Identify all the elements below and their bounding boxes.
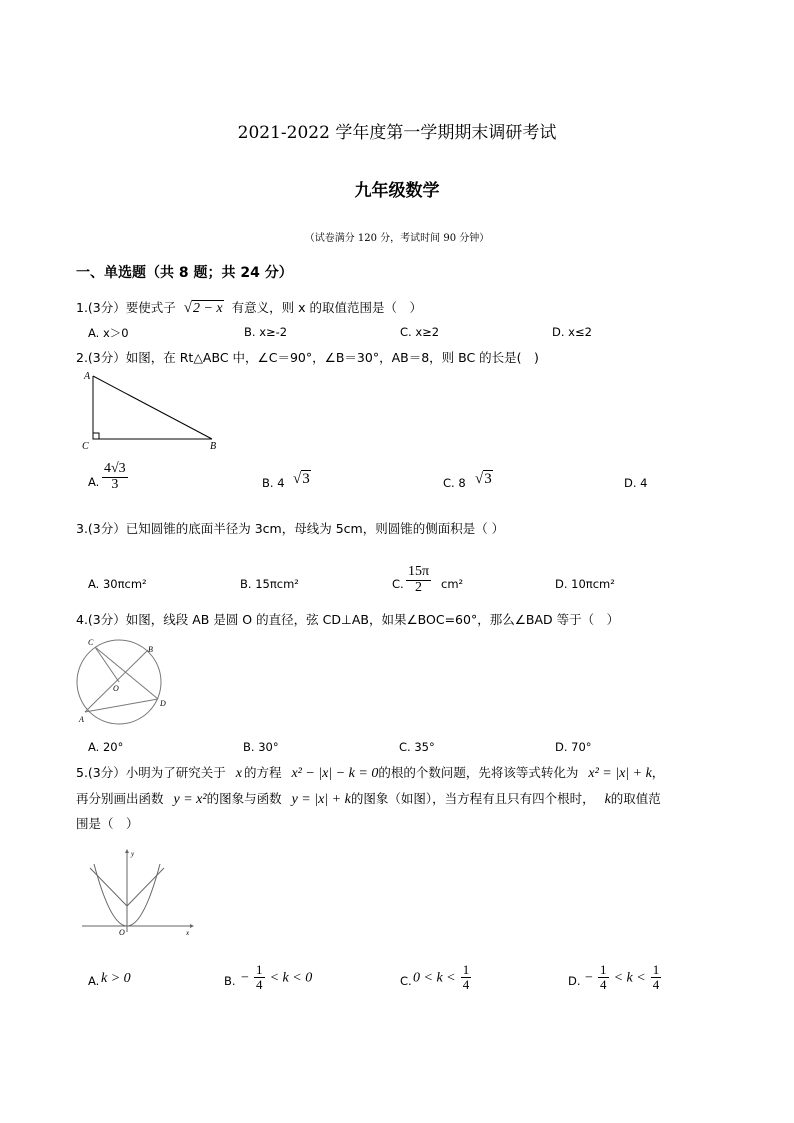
q2-a-denominator: 3 (111, 476, 119, 492)
label-b: B (148, 645, 153, 654)
q5-equation-4: y = |x| + k (291, 792, 351, 807)
q3-c-numerator: 15π (408, 564, 430, 579)
q2-option-a-fraction (102, 462, 128, 492)
question-3: 3.(3分）已知圆锥的底面半径为 3cm，母线为 5cm，则圆锥的侧面积是（ ） (76, 521, 505, 536)
label-a: A (84, 371, 91, 382)
right-angle-mark (93, 433, 99, 439)
q2-option-d: D. 4 (624, 476, 648, 490)
exam-note: （试卷满分 120 分，考试时间 90 分钟） (304, 233, 490, 244)
label-a: A (79, 715, 84, 724)
q2-a-numerator: 4√3 (104, 461, 126, 476)
q1-radical: √2 − x (183, 300, 223, 316)
x-axis-arrow (190, 924, 194, 928)
q5-option-b-expr: − $\frac{1}{4}$ < k < 0 (241, 962, 313, 992)
q3-option-c-fraction (406, 565, 431, 595)
q5-graph-figure (78, 846, 196, 936)
q3-option-b: B. 15πcm² (240, 577, 299, 591)
q1-radicand: 2 − x (192, 301, 223, 316)
q4-option-d: D. 70° (555, 740, 592, 754)
chord-cd (95, 647, 158, 699)
q2-triangle-figure (80, 368, 225, 454)
q1-option-c: C. x≥2 (400, 325, 440, 339)
q3-option-c-unit: cm² (441, 577, 464, 591)
q4-option-c: C. 35° (399, 740, 435, 754)
question-5-line-1: 5.(3分）小明为了研究关于 x 的方程 x² − |x| − k = 0的根的个数问题，先将该等式转化为 x² = |x| + k， (76, 765, 665, 781)
q3-option-c-label: C. (392, 577, 404, 591)
q5-option-a-expr: k > 0 (101, 971, 131, 986)
q5-equation-3: y = x² (173, 792, 207, 807)
question-2: 2.(3分）如图，在 Rt△ABC 中，∠C＝90°，∠B＝30°，AB＝8，则 BC 的长是( ) (76, 350, 539, 365)
y-axis-arrow (125, 849, 129, 853)
exam-title: 2021-2022 学年度第一学期期末调研考试 (237, 123, 557, 143)
q5-option-c-label: C. (400, 974, 412, 988)
q1-prefix: 1.(3分）要使式子 (76, 300, 176, 315)
q5-equation-1: x² − |x| − k = 0 (291, 766, 379, 781)
x-axis-label: x (186, 929, 190, 936)
q5-option-b-label: B. (224, 974, 236, 988)
question-5-line-3: 围是（ ） (76, 816, 139, 831)
q2-option-a-label: A. (88, 475, 100, 489)
exam-subtitle: 九年级数学 (354, 181, 440, 201)
q1-suffix: 有意义，则 x 的取值范围是（ ） (231, 300, 422, 315)
question-4: 4.(3分）如图，线段 AB 是圆 O 的直径，弦 CD⊥AB，如果∠BOC=60°，那么∠BAD 等于（ ） (76, 612, 620, 627)
label-c: C (82, 441, 89, 452)
q2-option-b-label: B. 4 (262, 476, 285, 490)
label-b: B (210, 441, 217, 452)
q5-equation-2: x² = |x| + k (588, 766, 652, 781)
radius-oc (95, 647, 119, 682)
q1-option-b: B. x≥-2 (244, 325, 288, 339)
label-d: D (160, 699, 166, 708)
q1-option-a: A. x＞0 (88, 326, 129, 340)
q4-option-a: A. 20° (88, 740, 124, 754)
label-c: C (88, 638, 94, 647)
q1-option-d: D. x≤2 (552, 325, 592, 339)
q2-option-b-sqrt: √3 (293, 471, 310, 487)
q3-c-denominator: 2 (415, 579, 423, 595)
q5-option-a-label: A. (88, 974, 100, 988)
q3-option-d: D. 10πcm² (555, 577, 615, 591)
q2-option-c-label: C. 8 (443, 476, 466, 490)
q5-option-d-expr: − $\frac{1}{4}$ < k < $\frac{1}{4}$ (585, 962, 660, 992)
q4-option-b: B. 30° (243, 740, 279, 754)
origin-label: O (119, 928, 125, 936)
question-1 (76, 298, 422, 317)
triangle-side-ab (93, 376, 212, 439)
q3-option-a: A. 30πcm² (88, 577, 147, 591)
q5-option-c-expr: 0 < k < $\frac{1}{4}$ (413, 962, 470, 992)
q2-option-c-sqrt: √3 (475, 471, 492, 487)
q5-option-d-label: D. (568, 974, 581, 988)
question-5-line-2: 再分别画出函数 y = x²的图象与函数 y = |x| + k的图象（如图），当方程有且只有四个根时， k的取值范 (76, 791, 661, 807)
label-o: O (113, 684, 119, 693)
y-axis-label: y (131, 850, 135, 858)
q4-circle-figure (74, 634, 174, 726)
section-heading: 一、单选题（共 8 题；共 24 分） (76, 265, 293, 281)
